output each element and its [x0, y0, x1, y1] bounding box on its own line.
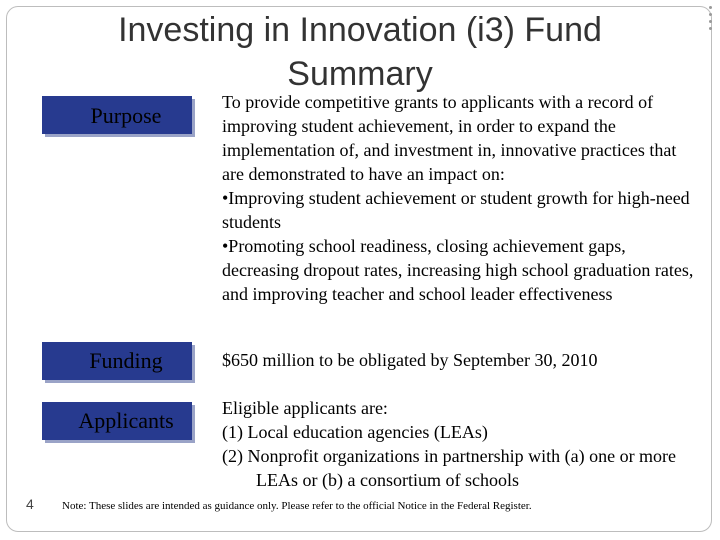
purpose-label: Purpose [90, 103, 162, 128]
funding-text [222, 348, 702, 372]
slide-title-line1: Investing in Innovation (i3) Fund [118, 11, 602, 49]
slide-title-line2: Summary [287, 55, 433, 93]
applicants-item-1: (1) Local education agencies (LEAs) [222, 422, 488, 442]
applicants-item-2: (2) Nonprofit organizations in partnership with (a) one or more LEAs or (b) a consortium of schools [222, 446, 677, 490]
applicants-label: Applicants [78, 408, 174, 433]
page-number: 4 [26, 496, 34, 512]
corner-dots-decoration [709, 6, 712, 30]
purpose-text [222, 90, 702, 306]
applicants-intro: Eligible applicants are: [222, 398, 388, 418]
funding-label: Funding [89, 348, 163, 373]
purpose-intro: To provide competitive grants to applicants with a record of improving student achievement, in order to expand the implementation of, and investment in, innovative practices that are demonstrated to have an impact on: [222, 92, 677, 184]
purpose-bullet-1: •Improving student achievement or student growth for high-need students [222, 188, 690, 232]
applicants-text [222, 396, 702, 492]
purpose-bullet-2: •Promoting school readiness, closing achievement gaps, decreasing dropout rates, increasing high school graduation rates, and improving teacher and school leader effectiveness [222, 236, 694, 304]
funding-amount: $650 million to be obligated by September 30, 2010 [222, 350, 598, 370]
footer-note: Note: These slides are intended as guidance only. Please refer to the official Notice in the Federal Register. [62, 500, 532, 512]
slide-title [60, 8, 660, 96]
